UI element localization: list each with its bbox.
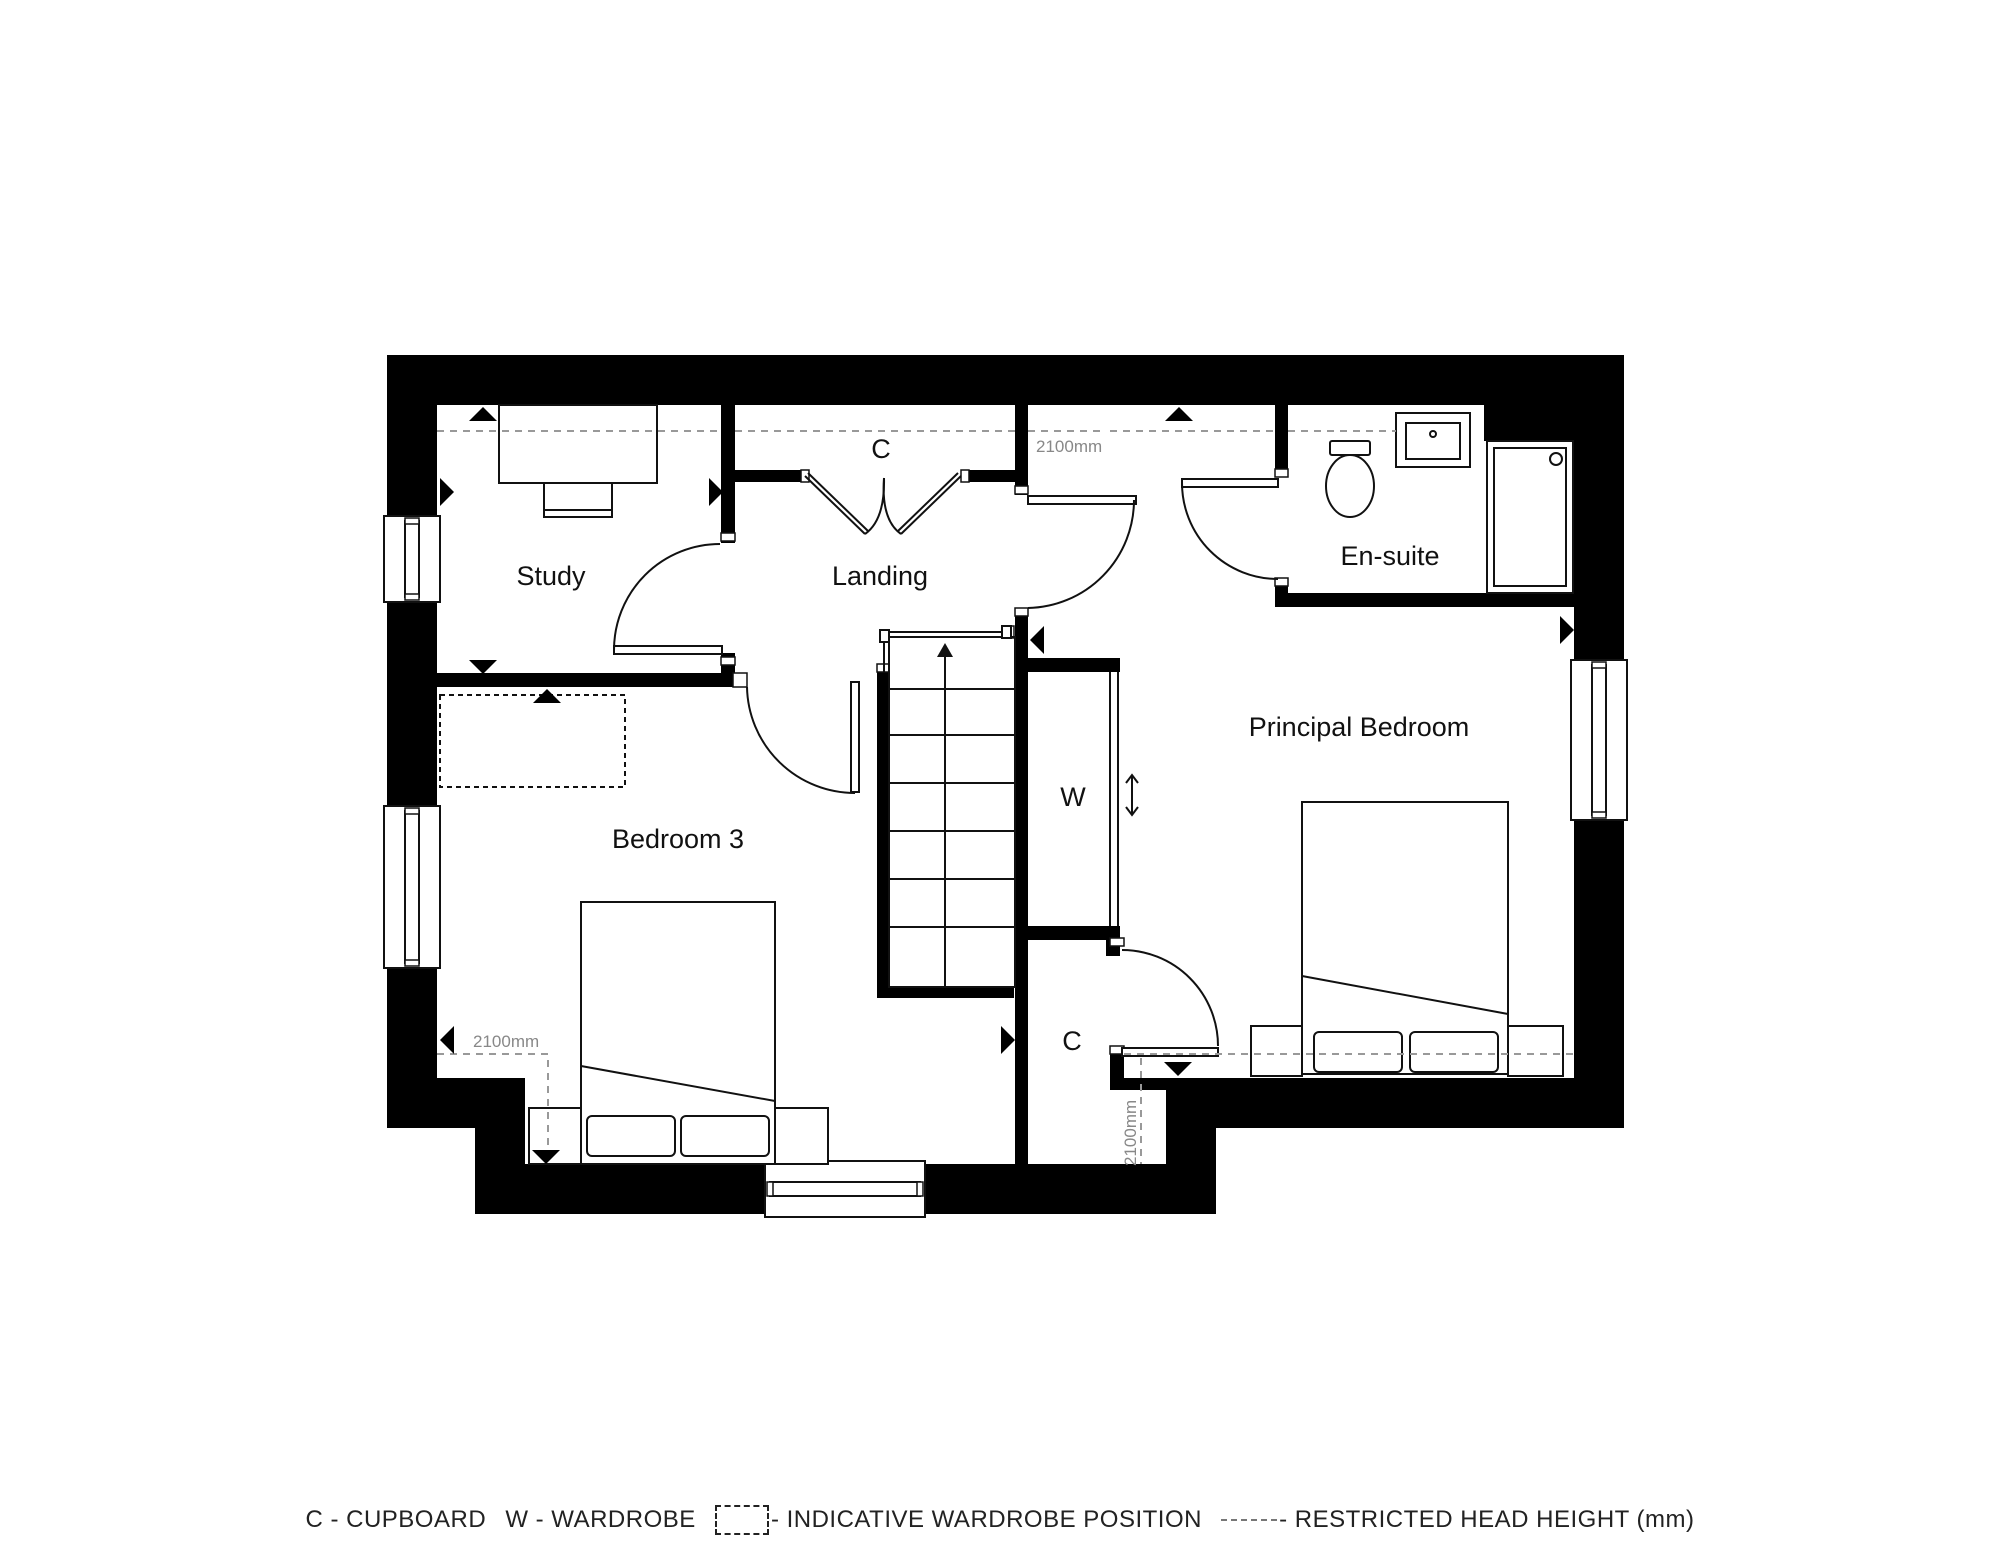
legend-wardrobe: W - WARDROBE	[505, 1506, 696, 1533]
arrow-right-icon	[440, 478, 454, 506]
room-label-landing-cupboard: C	[871, 434, 891, 464]
arrow-up-icon	[469, 407, 497, 421]
room-label-landing: Landing	[831, 561, 929, 591]
arrow-up-icon	[1165, 407, 1193, 421]
indicative-wardrobe	[440, 695, 625, 787]
arrow-right-icon	[1560, 616, 1574, 644]
room-label-ensuite: En-suite	[1340, 541, 1440, 571]
room-label-lower-cupboard: C	[1062, 1026, 1082, 1056]
arrow-right-icon	[709, 478, 723, 506]
legend-restricted: - RESTRICTED HEAD HEIGHT (mm)	[1279, 1506, 1695, 1533]
arrow-down-icon	[469, 660, 497, 674]
furniture	[499, 405, 1573, 1164]
room-label-wardrobe: W	[1060, 782, 1086, 812]
dim-label-top: 2100mm	[1036, 437, 1103, 456]
arrow-down-icon	[1164, 1062, 1192, 1076]
arrow-left-icon	[1030, 626, 1044, 654]
room-label-principal-bedroom: Principal Bedroom	[1248, 712, 1470, 742]
arrow-up-icon	[533, 689, 561, 703]
stair-arrow-icon	[937, 643, 953, 657]
wardrobe-slider	[1110, 672, 1138, 926]
room-label-bedroom3: Bedroom 3	[611, 824, 745, 854]
legend-cupboard: C - CUPBOARD	[305, 1506, 487, 1533]
arrow-right-icon	[1001, 1026, 1015, 1054]
legend-dashed-box-icon	[715, 1505, 769, 1535]
legend	[0, 1505, 2000, 1535]
dim-label-cupboard: 2100mm	[1121, 1099, 1140, 1166]
room-label-study: Study	[516, 561, 586, 591]
dim-label-bedroom3: 2100mm	[473, 1032, 540, 1051]
legend-wardrobe-position: - INDICATIVE WARDROBE POSITION	[770, 1506, 1202, 1533]
stairs	[880, 626, 1015, 987]
arrow-right-icon	[440, 1026, 454, 1054]
door-posts	[721, 469, 1288, 1054]
legend-dashed-line-icon	[1221, 1519, 1277, 1521]
